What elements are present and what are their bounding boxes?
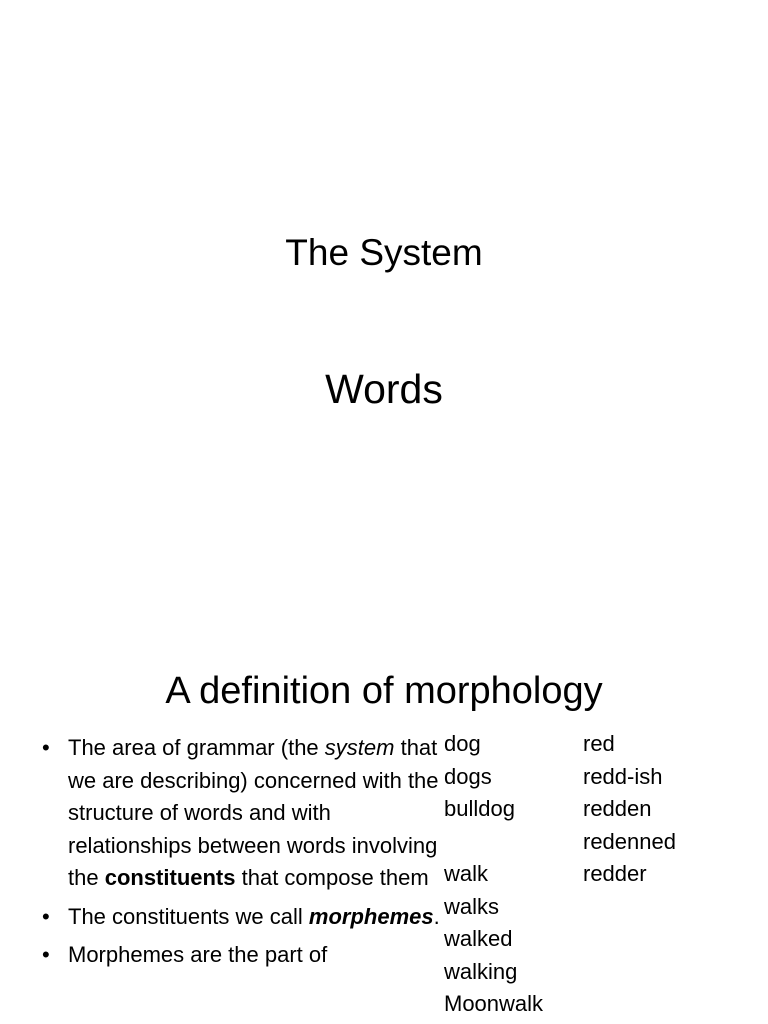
slide-2 — [0, 628, 768, 1024]
bullet-strong-emphasis: morphemes — [308, 903, 434, 929]
word-item: redden — [583, 796, 652, 821]
bullet-text: that we are describing) concerned with the structure of words and with relationships between words involving the — [68, 735, 439, 890]
word-item: redd-ish — [583, 763, 663, 789]
word-item: walks — [444, 893, 500, 919]
bullet-text: Morphemes are the part of — [68, 942, 328, 967]
word-item: walking — [444, 958, 518, 984]
word-item: walk — [444, 861, 489, 886]
slide-2-title: A definition of morphology — [165, 670, 603, 712]
word-item: red — [583, 731, 615, 756]
bullet-emphasis: system — [324, 735, 395, 760]
word-item: redder — [583, 861, 647, 886]
word-item: Moonwalk — [444, 991, 544, 1016]
word-item: redenned — [583, 828, 676, 854]
bullet-item — [40, 939, 440, 972]
word-item: bulldog — [444, 796, 515, 821]
word-item: walked — [444, 926, 513, 951]
bullet-list — [40, 732, 440, 978]
word-spacer — [444, 826, 543, 859]
word-item: dog — [444, 731, 481, 756]
bullet-text: . — [433, 903, 440, 929]
bullet-item — [40, 732, 440, 895]
word-column-dog-walk — [444, 728, 543, 1021]
slide-1-title: The System — [285, 232, 483, 273]
bullet-text: that compose them — [235, 865, 429, 890]
bullet-item — [40, 901, 440, 934]
bullet-text: The area of grammar (the — [68, 735, 325, 760]
bullet-strong: constituents — [104, 865, 236, 890]
bullet-text: The constituents we call — [68, 903, 309, 929]
word-column-red — [583, 728, 676, 891]
slide-1-subtitle: Words — [325, 366, 443, 412]
word-item: dogs — [444, 763, 492, 789]
